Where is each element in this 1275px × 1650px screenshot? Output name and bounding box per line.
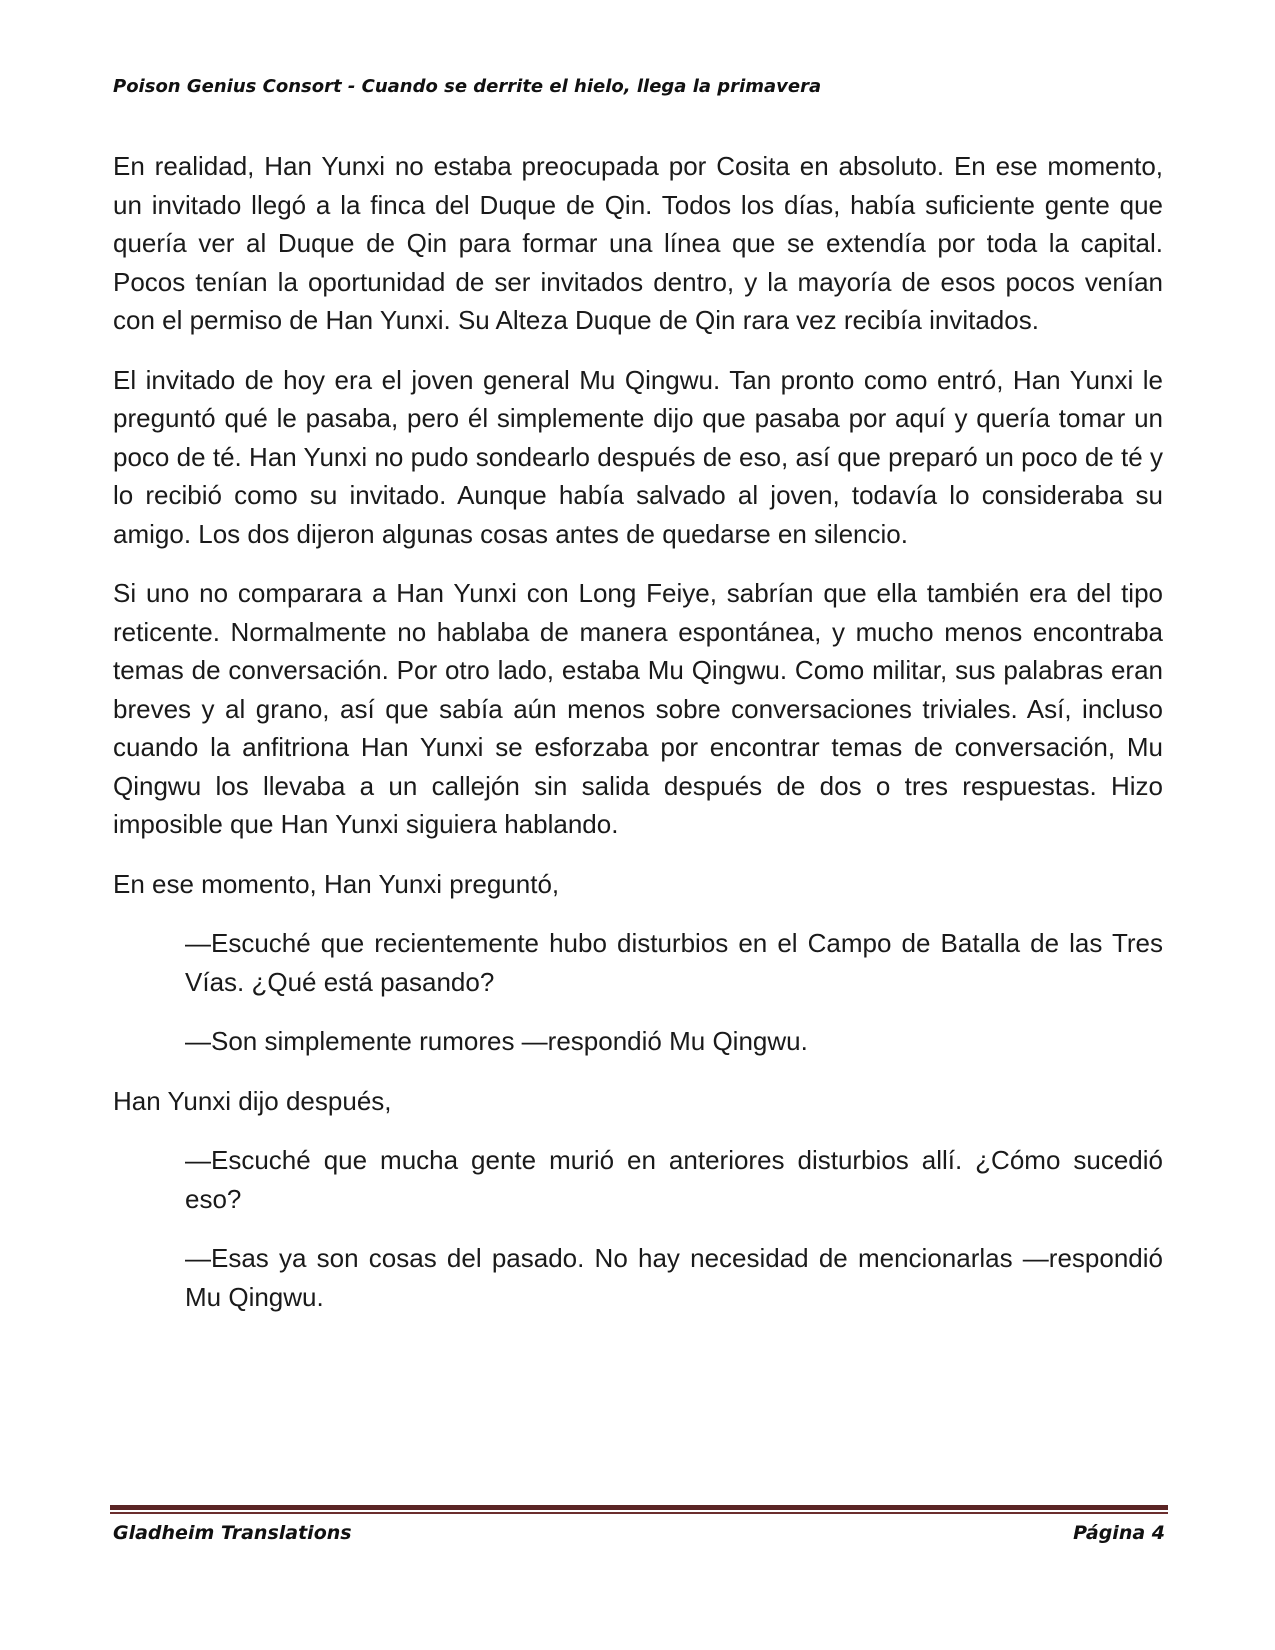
paragraph: En realidad, Han Yunxi no estaba preocupada por Cosita en absoluto. En ese momento, un invitado llegó a la finca del Duque de Qin. Todos los días, había suficiente gente que quería ver al Duque de Qin para formar una línea que se extendía por toda la capital. Pocos tenían la oportunidad de ser invitados dentro, y la mayoría de esos pocos venían con el permiso de Han Yunxi. Su Alteza Duque de Qin rara vez recibía invitados. [113,151,1163,335]
paragraph: Si uno no comparara a Han Yunxi con Long Feiye, sabrían que ella también era del tipo reticente. Normalmente no hablaba de manera espontánea, y mucho menos encontraba temas de conversación. Por otro lado, estaba Mu Qingwu. Como militar, sus palabras eran breves y al grano, así que sabía aún menos sobre conversaciones triviales. Así, incluso cuando la anfitriona Han Yunxi se esforzaba por encontrar temas de conversación, Mu Qingwu los llevaba a un callejón sin salida después de dos o tres respuestas. Hizo imposible que Han Yunxi siguiera hablando. [113,578,1163,839]
dialogue-line: —Son simplemente rumores —respondió Mu Qingwu. [185,1026,808,1056]
dialogue-line: —Escuché que mucha gente murió en anteriores disturbios allí. ¿Cómo sucedió eso? [185,1145,1163,1214]
footer-credit: Gladheim Translations [113,1522,352,1544]
footer-divider [110,1505,1168,1510]
dialogue-line: —Esas ya son cosas del pasado. No hay necesidad de mencionarlas —respondió Mu Qingwu. [185,1243,1163,1312]
running-header: Poison Genius Consort - Cuando se derrite el hielo, llega la primavera [113,76,822,97]
footer-divider-thin [110,1512,1168,1514]
dialogue-line: —Escuché que recientemente hubo disturbios en el Campo de Batalla de las Tres Vías. ¿Qué está pasando? [185,928,1163,997]
page-number: Página 4 [1073,1522,1165,1544]
paragraph: En ese momento, Han Yunxi preguntó, [113,868,560,899]
paragraph: El invitado de hoy era el joven general Mu Qingwu. Tan pronto como entró, Han Yunxi le preguntó qué le pasaba, pero él simplemente dijo que pasaba por aquí y quería tomar un poco de té. Han Yunxi no pudo sondearlo después de eso, así que preparó un poco de té y lo recibió como su invitado. Aunque había salvado al joven, todavía lo consideraba su amigo. Los dos dijeron algunas cosas antes de quedarse en silencio. [113,364,1163,549]
paragraph: Han Yunxi dijo después, [113,1085,392,1116]
body-text [113,147,1163,1337]
